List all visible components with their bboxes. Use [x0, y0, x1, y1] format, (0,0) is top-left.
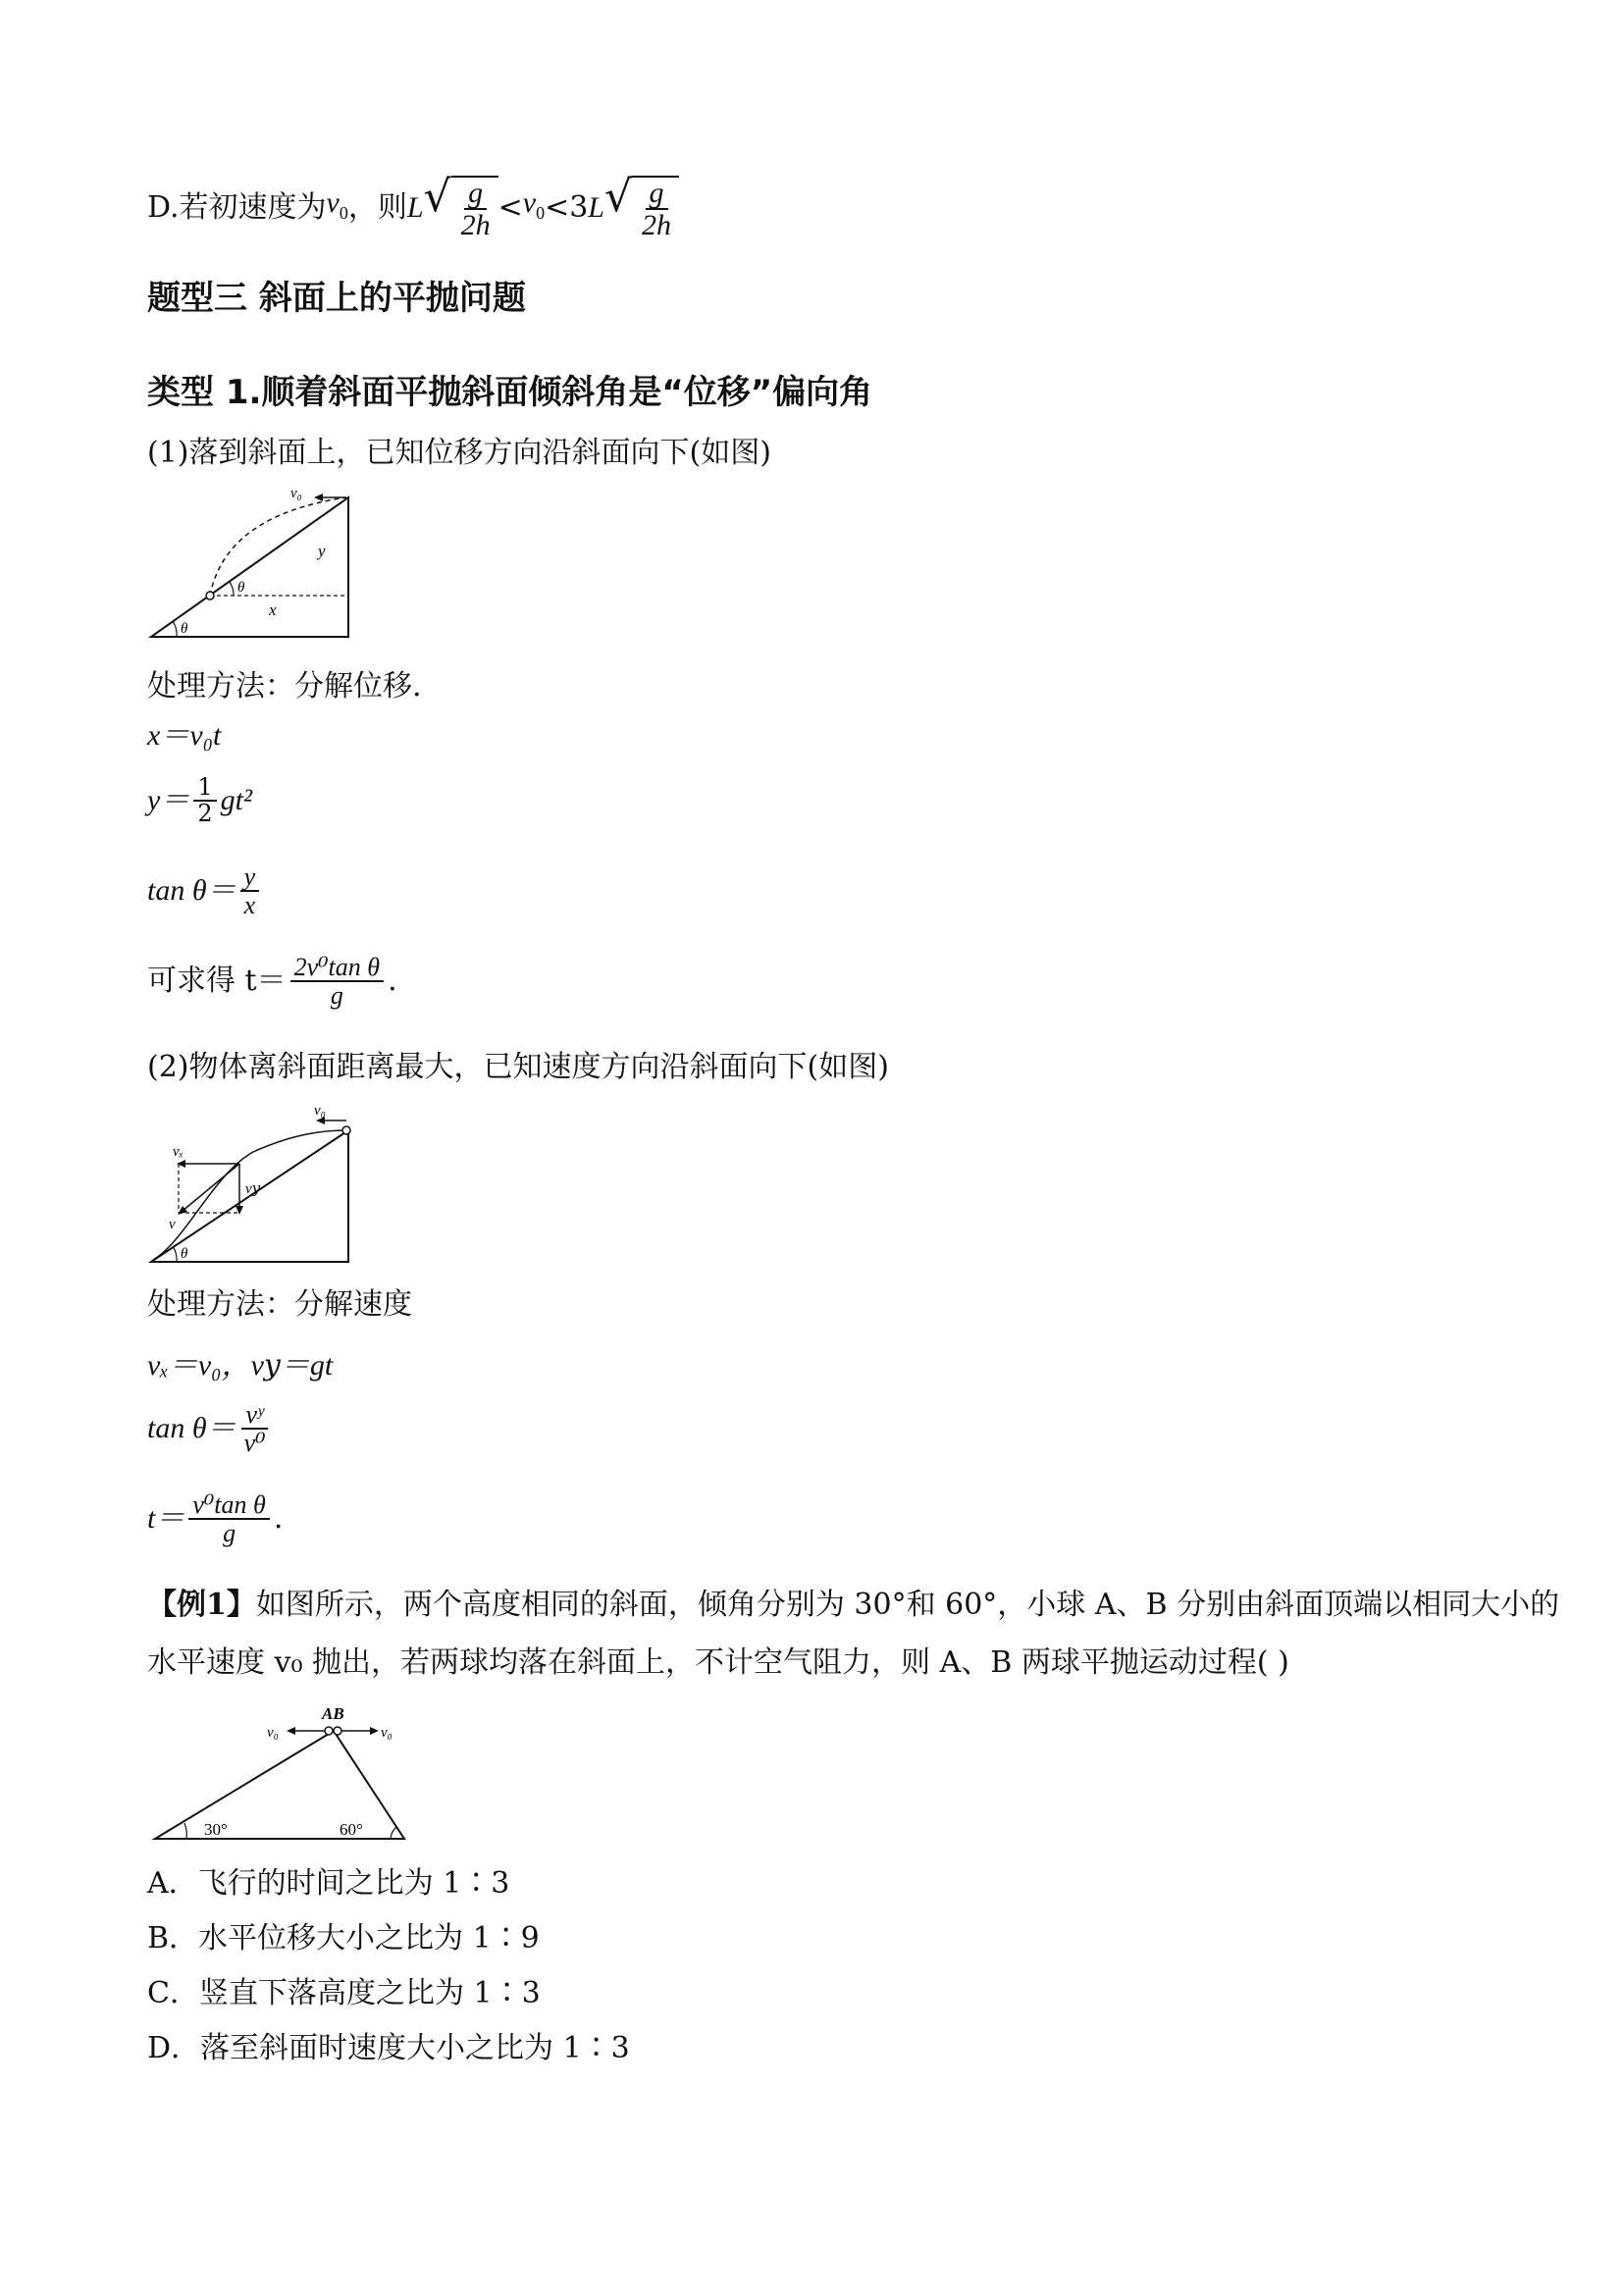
figure-3-two-inclines — [147, 1697, 412, 1845]
fig2-v-label: v — [169, 1217, 176, 1232]
l-symbol: L — [406, 191, 424, 224]
l-symbol-2: L — [588, 191, 604, 224]
fig3-v0-right: v₀ — [381, 1725, 393, 1741]
fig2-v0-label: v₀ — [314, 1103, 326, 1119]
subsection-heading: 类型 1.顺着斜面平抛斜面倾斜角是“位移”偏向角 — [147, 373, 873, 412]
fig3-angle-60: 60° — [340, 1820, 363, 1839]
fig1-x-label: x — [269, 600, 277, 619]
case2-eq1: vₓ＝v₀，v𝑦＝gt — [147, 1349, 334, 1382]
option-c: C．竖直下落高度之比为 1∶3 — [147, 1976, 541, 2010]
case2-eq2: tan θ＝ $\frac{\text{vʸ}}{\text{v⁰}}$ — [147, 1401, 274, 1457]
fig1-v0-label: v₀ — [290, 486, 302, 501]
fig1-y-label: y — [318, 542, 326, 560]
fig3-v0-left: v₀ — [267, 1725, 279, 1741]
option-b: B．水平位移大小之比为 1∶9 — [147, 1921, 540, 1956]
less-than-1: < — [497, 190, 523, 225]
fig3-angle-30: 30° — [204, 1820, 228, 1839]
three: 3 — [569, 190, 589, 225]
fig3-ab-label: AB — [322, 1704, 344, 1723]
case1-eq3: tan θ＝ $\frac{y}{x}$ — [147, 863, 263, 919]
example1-tag: 【例1】 — [147, 1588, 256, 1622]
section-heading: 题型三 斜面上的平抛问题 — [147, 279, 526, 318]
fig2-vy-label: v𝑦 — [245, 1181, 261, 1197]
option-d: D．落至斜面时速度大小之比为 1∶3 — [147, 2031, 630, 2065]
case1-eq1: x＝v₀t — [147, 719, 222, 752]
option-d-label: D.若初速度为 — [147, 190, 327, 225]
option-a: A．飞行的时间之比为 1∶3 — [147, 1866, 510, 1901]
option-d-line — [147, 169, 679, 247]
fig2-theta-label: θ — [181, 1246, 188, 1262]
v0-symbol: $v_0$ — [326, 186, 348, 223]
case1-title: (1)落到斜面上，已知位移方向沿斜面向下(如图) — [147, 436, 771, 470]
sqrt-1: √ $\frac{g}{2h}$ — [424, 176, 498, 241]
case2-method: 处理方法：分解速度 — [147, 1287, 412, 1322]
then-text: ，则 — [347, 190, 407, 225]
fig1-theta-lower: θ — [181, 621, 188, 637]
fig1-theta-upper: θ — [237, 580, 245, 596]
fig2-vx-label: vₓ — [173, 1144, 183, 1160]
figure-1-incline-displacement — [145, 486, 356, 643]
less-than-2: < — [545, 190, 570, 225]
sqrt-2: √ $\frac{g}{2h}$ — [604, 176, 679, 241]
case2-eq3: t＝ $\frac{\text{v⁰tan θ}}{g}$ . — [147, 1490, 284, 1548]
case1-method: 处理方法：分解位移. — [147, 669, 422, 704]
case1-eq4: 可求得 t＝ $\frac{\text{2v⁰tan θ}}{g}$ . — [147, 953, 397, 1011]
figure-2-incline-velocity — [145, 1095, 356, 1268]
example1-line1 — [147, 1586, 1559, 1625]
v0-symbol-2: $v_0$ — [522, 186, 546, 223]
case1-eq2: y＝ $\frac{1}{2}$ gt² — [147, 773, 252, 828]
case2-title: (2)物体离斜面距离最大，已知速度方向沿斜面向下(如图) — [147, 1050, 889, 1084]
example1-line2: 水平速度 v₀ 抛出，若两球均落在斜面上，不计空气阻力，则 A、B 两球平抛运动过程( ) — [147, 1645, 1289, 1680]
example1-text1: 如图所示，两个高度相同的斜面，倾角分别为 30°和 60°，小球 A、B 分别由斜面顶端以相同大小的 — [255, 1588, 1560, 1622]
